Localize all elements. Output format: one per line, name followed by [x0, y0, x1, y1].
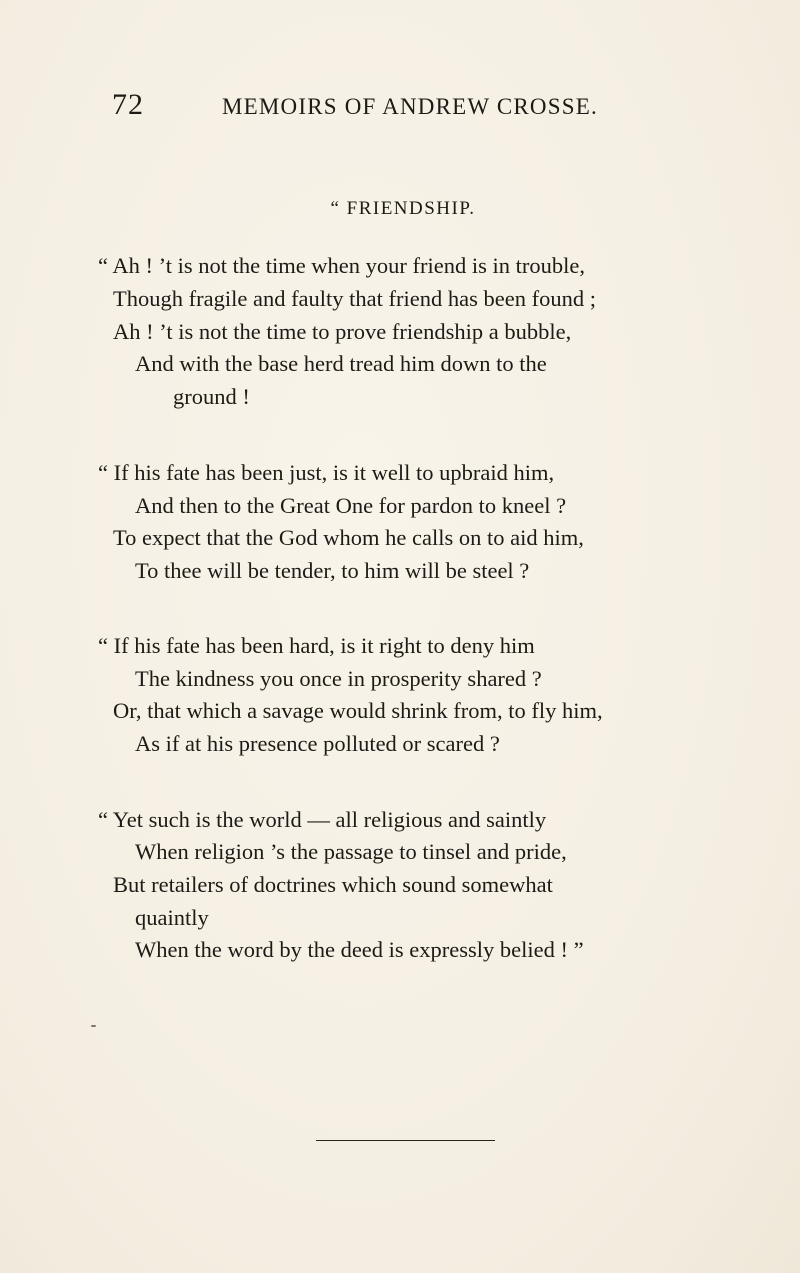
poem-line: “ Yet such is the world — all religious and saintly: [98, 807, 547, 832]
poem-line: The kindness you once in prosperity shared ?: [135, 666, 542, 691]
poem-line: As if at his presence polluted or scared ?: [135, 731, 500, 756]
poem-line: To expect that the God whom he calls on to aid him,: [113, 525, 584, 550]
poem-line: ground !: [173, 384, 250, 409]
ink-smudge: [91, 1025, 96, 1027]
poem-line: When the word by the deed is expressly belied ! ”: [135, 937, 584, 962]
poem-line: When religion ’s the passage to tinsel and pride,: [135, 839, 567, 864]
poem-line: quaintly: [135, 905, 209, 930]
poem-line: Or, that which a savage would shrink from, to fly him,: [113, 698, 603, 723]
running-title: MEMOIRS OF ANDREW CROSSE.: [222, 94, 598, 119]
page-number: 72: [112, 88, 144, 121]
poem-title: “ FRIENDSHIP.: [330, 198, 476, 219]
poem-line: But retailers of doctrines which sound somewhat: [113, 872, 553, 897]
poem-line: “ If his fate has been just, is it well to upbraid him,: [98, 460, 555, 485]
poem-line: “ If his fate has been hard, is it right to deny him: [98, 633, 535, 658]
poem-line: Though fragile and faulty that friend has been found ;: [113, 286, 596, 311]
poem-line: Ah ! ’t is not the time to prove friendship a bubble,: [113, 319, 572, 344]
poem-line: To thee will be tender, to him will be steel ?: [135, 558, 530, 583]
running-head: [0, 88, 800, 128]
poem-line: And with the base herd tread him down to the: [135, 351, 547, 376]
closing-rule: [316, 1140, 495, 1141]
poem-line: And then to the Great One for pardon to kneel ?: [135, 493, 567, 518]
poem-line: “ Ah ! ’t is not the time when your friend is in trouble,: [98, 253, 586, 278]
